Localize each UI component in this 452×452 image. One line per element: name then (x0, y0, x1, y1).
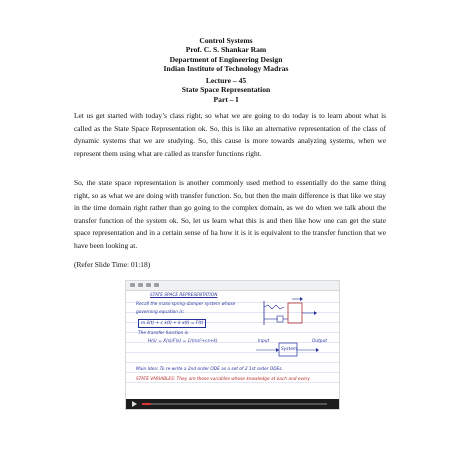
lecture-info (0, 76, 452, 104)
slide-tf-label: The transfer function is (138, 331, 189, 336)
slide-heading: STATE SPACE REPRESENTATION (150, 293, 218, 298)
slide-line-1: Recall the mass-spring-damper system whose (136, 302, 236, 307)
paragraph-1: Let us get started with today’s class right, so what we are going to do today is to learn about what is called as the State Space Representation ok. So, this is like an alternative representation of the class of dynamic systems that we are studying. So, this cause is more towards analyzing systems, when we represent them using what are called as transfer functions right. (74, 111, 386, 158)
text-tool-icon[interactable] (154, 283, 159, 287)
department-name: Department of Engineering Design (169, 54, 283, 64)
professor-name: Prof. C. S. Shankar Ram (185, 45, 267, 55)
lecture-slide (125, 280, 340, 410)
slide-system-label: System (281, 347, 298, 352)
course-title: Control Systems (199, 36, 253, 45)
slide-input-label: Input (258, 339, 270, 344)
slide-output-label: Output (312, 339, 327, 344)
eraser-tool-icon[interactable] (138, 283, 143, 287)
slide-equation: m ẍ(t) + c ẋ(t) + k x(t) = F(t) (138, 319, 206, 328)
pen-tool-icon[interactable] (130, 283, 135, 287)
institute-name: Indian Institute of Technology Madras (163, 64, 289, 74)
paragraph-2: So, the state space representation is another commonly used method to essentially do the same thing right, so as what we are doing with transfer function. So, but then the main difference is that like we stay in the time domain right rather than go going to the complex domain, as we do when we talk about the transfer function of the system ok. So, let us learn what this is and then like how one can get the state space representation and in a certain sense of ha how it is it is equivalent to the transfer function that we have been looking at. (74, 178, 386, 250)
paper-header (0, 36, 452, 74)
select-tool-icon[interactable] (146, 283, 151, 287)
lecture-title: State Space Representation (181, 85, 271, 95)
video-progress-fill (142, 403, 151, 405)
slide-line-3: Main Idea: To re-write a 2nd order ODE as a set of 2 1st order ODEs. (136, 367, 283, 372)
video-progress-bar[interactable] (142, 403, 327, 405)
slide-toolbar (126, 281, 339, 291)
play-icon[interactable] (132, 401, 137, 407)
slide-line-4: STATE VARIABLES: They are those variables whose knowledge at each and every (136, 377, 310, 382)
lecture-number: Lecture – 45 (205, 76, 247, 85)
slide-tf-equation: H(s) = X(s)/F(s) = 1/(ms²+cs+k) (148, 339, 218, 344)
lecture-part: Part – I (213, 94, 239, 104)
video-controls (126, 399, 339, 409)
slide-line-2: governing equation is: (136, 310, 185, 315)
mass-spring-damper-sketch (244, 295, 332, 365)
refer-slide-time: (Refer Slide Time: 01:18) (74, 260, 151, 269)
